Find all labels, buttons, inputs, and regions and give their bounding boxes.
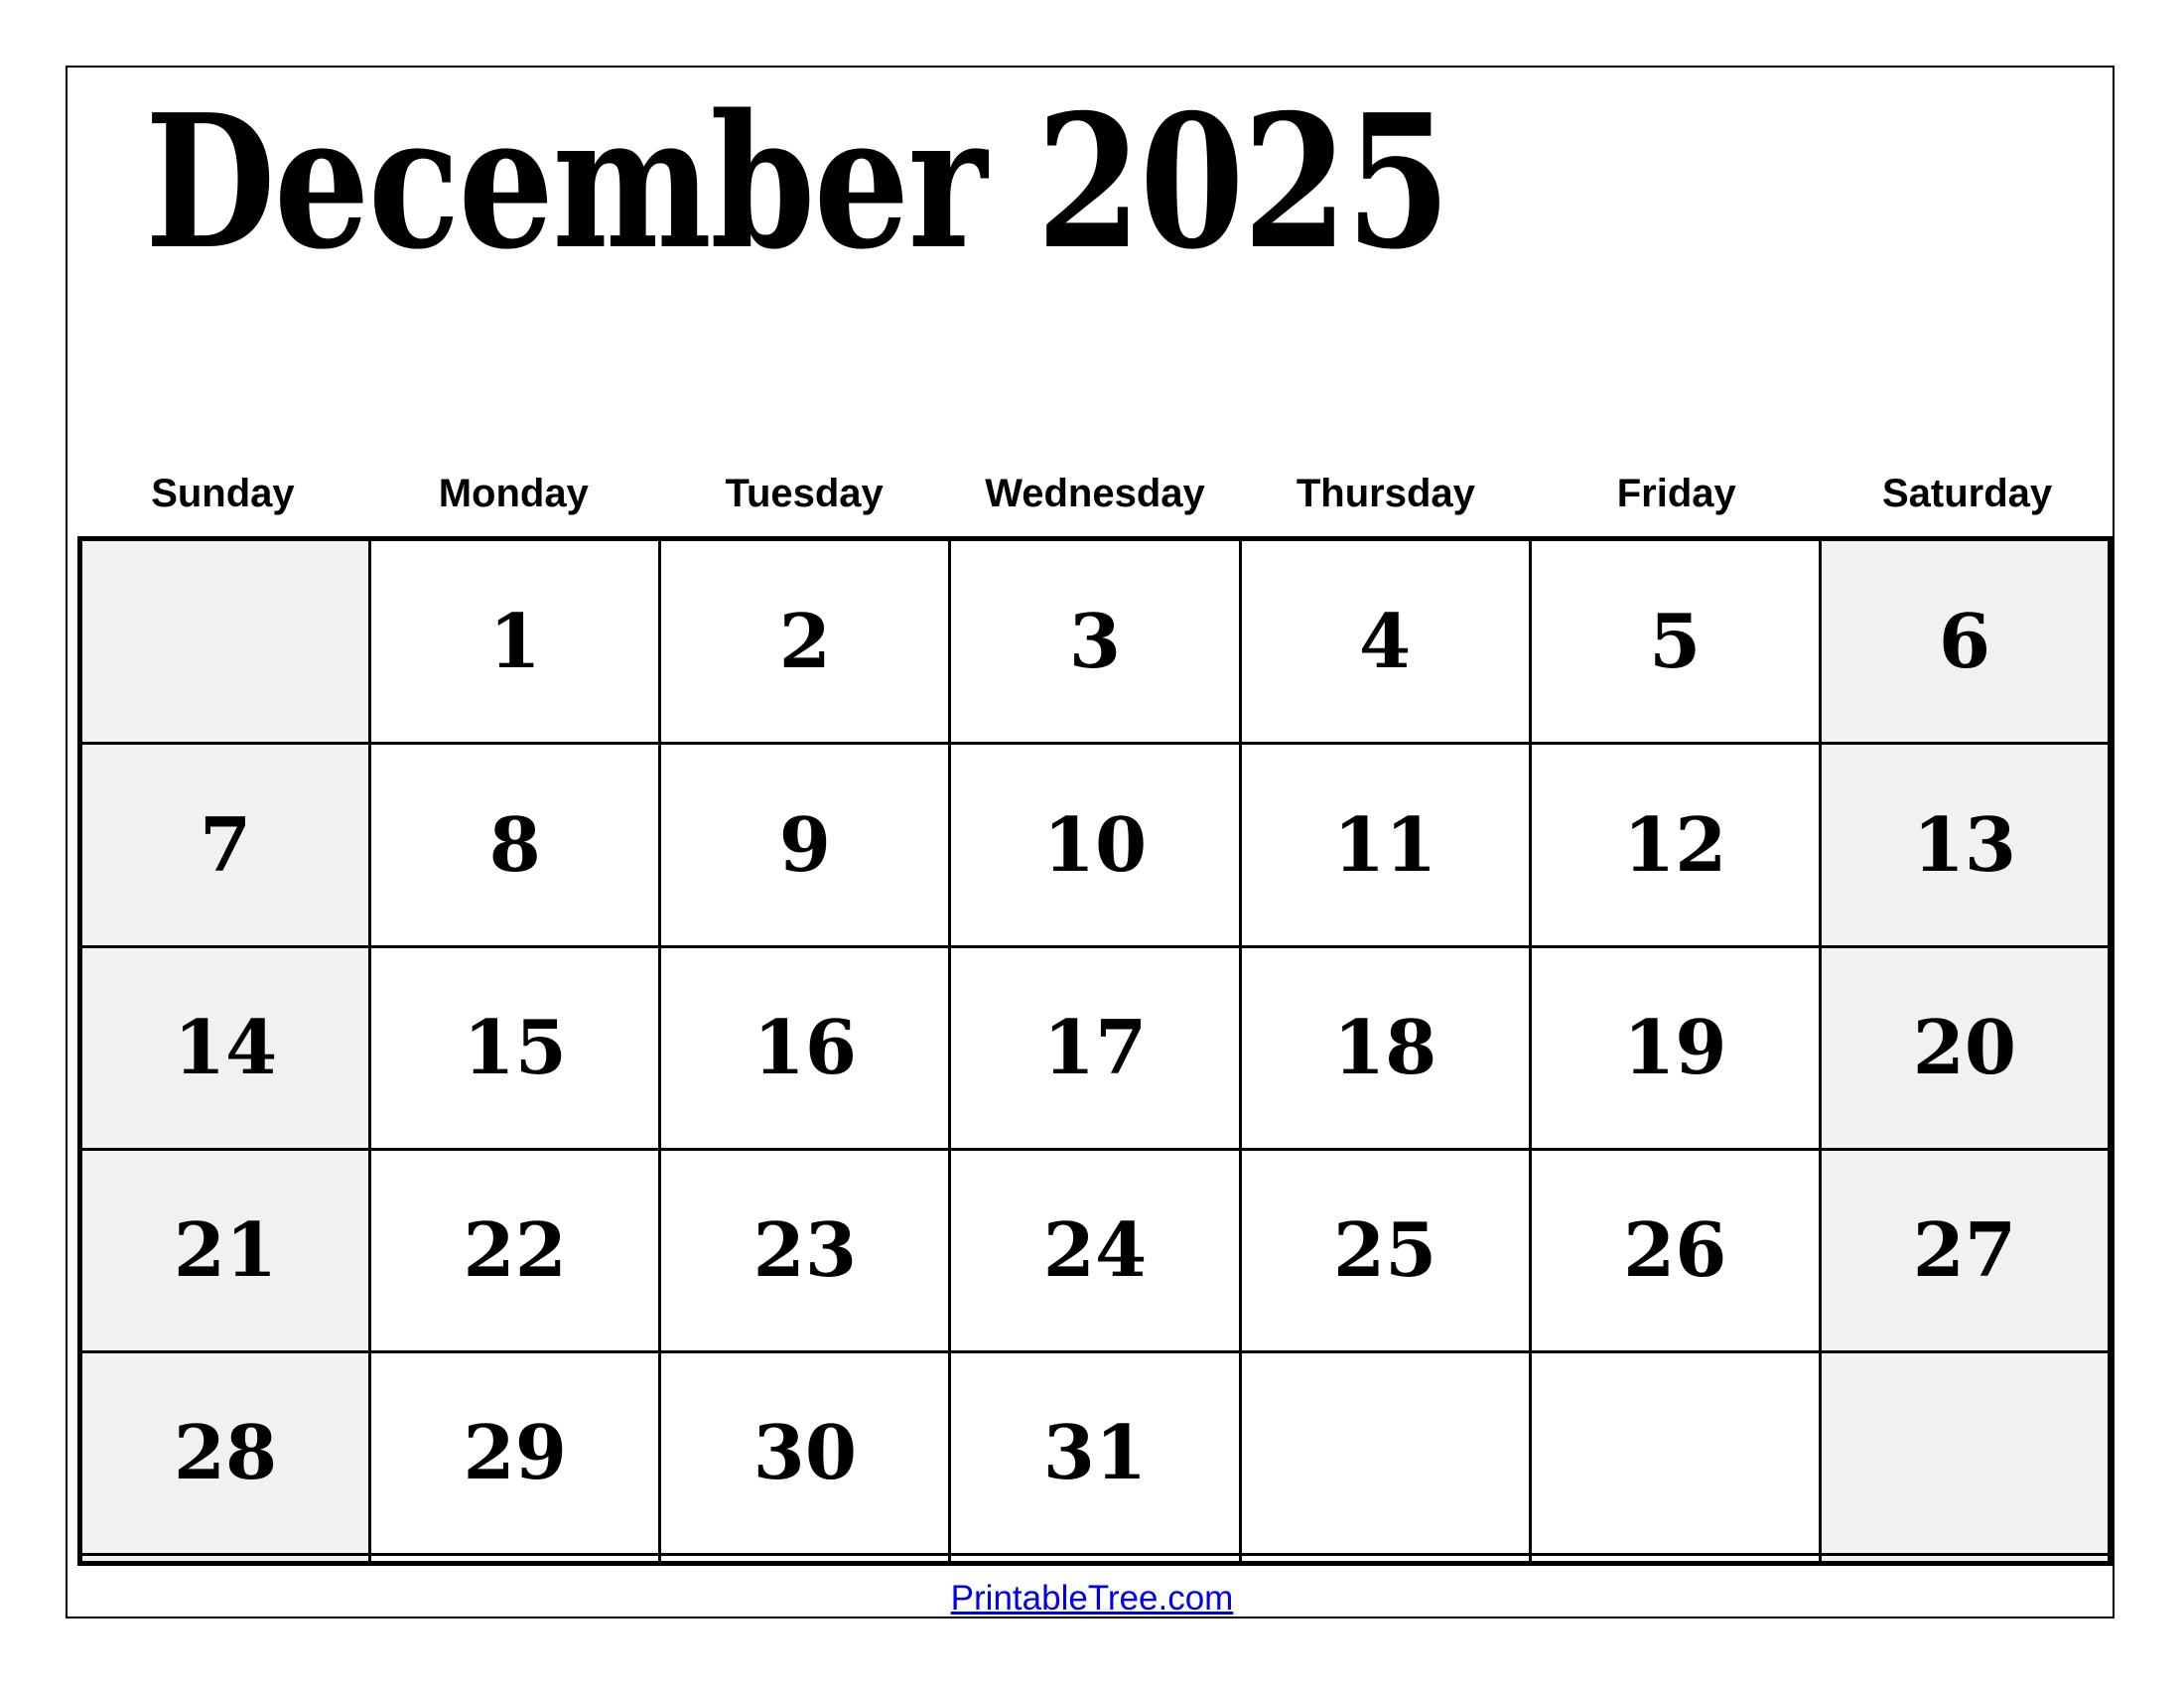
day-cell: 24 [950, 1149, 1240, 1351]
day-cell: 25 [1240, 1149, 1530, 1351]
weekday-header-wednesday: Wednesday [985, 472, 1205, 515]
day-cell [370, 1555, 660, 1564]
day-cell: 14 [80, 946, 370, 1149]
day-cell: 26 [1530, 1149, 1820, 1351]
day-cell: 27 [1820, 1149, 2110, 1351]
day-cell: 21 [80, 1149, 370, 1351]
day-cell [80, 539, 370, 744]
weekday-header-saturday: Saturday [1882, 472, 2053, 515]
week-row-3 [80, 946, 2111, 1149]
calendar-title: December 2025 [145, 73, 1449, 290]
day-cell: 22 [370, 1149, 660, 1351]
weekday-header-sunday: Sunday [151, 472, 295, 515]
day-cell: 18 [1240, 946, 1530, 1149]
day-cell: 12 [1530, 744, 1820, 946]
day-cell: 17 [950, 946, 1240, 1149]
calendar-grid [77, 536, 2113, 1566]
day-cell: 1 [370, 539, 660, 744]
day-cell: 2 [660, 539, 950, 744]
day-cell: 15 [370, 946, 660, 1149]
day-cell: 9 [660, 744, 950, 946]
footer-link[interactable]: PrintableTree.com [950, 1579, 1234, 1618]
day-cell: 10 [950, 744, 1240, 946]
week-row-1 [80, 539, 2111, 744]
day-cell [1240, 1351, 1530, 1554]
week-row-6 [80, 1555, 2111, 1564]
week-row-4 [80, 1149, 2111, 1351]
day-cell: 30 [660, 1351, 950, 1554]
day-cell: 7 [80, 744, 370, 946]
day-cell: 3 [950, 539, 1240, 744]
day-cell [950, 1555, 1240, 1564]
day-cell: 4 [1240, 539, 1530, 744]
day-cell [660, 1555, 950, 1564]
day-cell: 28 [80, 1351, 370, 1554]
day-cell [1240, 1555, 1530, 1564]
day-cell: 19 [1530, 946, 1820, 1149]
day-cell: 29 [370, 1351, 660, 1554]
week-row-5 [80, 1351, 2111, 1554]
day-cell [80, 1555, 370, 1564]
weekday-header-thursday: Thursday [1296, 472, 1475, 515]
week-row-2 [80, 744, 2111, 946]
day-cell: 8 [370, 744, 660, 946]
day-cell [1820, 1351, 2110, 1554]
weekday-header-friday: Friday [1616, 472, 1736, 515]
weekday-header-monday: Monday [438, 472, 589, 515]
day-cell: 31 [950, 1351, 1240, 1554]
day-cell: 5 [1530, 539, 1820, 744]
day-cell: 20 [1820, 946, 2110, 1149]
weekday-header-row [77, 459, 2113, 528]
weekday-header-tuesday: Tuesday [725, 472, 884, 515]
day-cell [1530, 1351, 1820, 1554]
day-cell: 16 [660, 946, 950, 1149]
day-cell: 6 [1820, 539, 2110, 744]
day-cell: 11 [1240, 744, 1530, 946]
day-cell: 23 [660, 1149, 950, 1351]
day-cell [1530, 1555, 1820, 1564]
footer [0, 1579, 2184, 1618]
day-cell: 13 [1820, 744, 2110, 946]
day-cell [1820, 1555, 2110, 1564]
